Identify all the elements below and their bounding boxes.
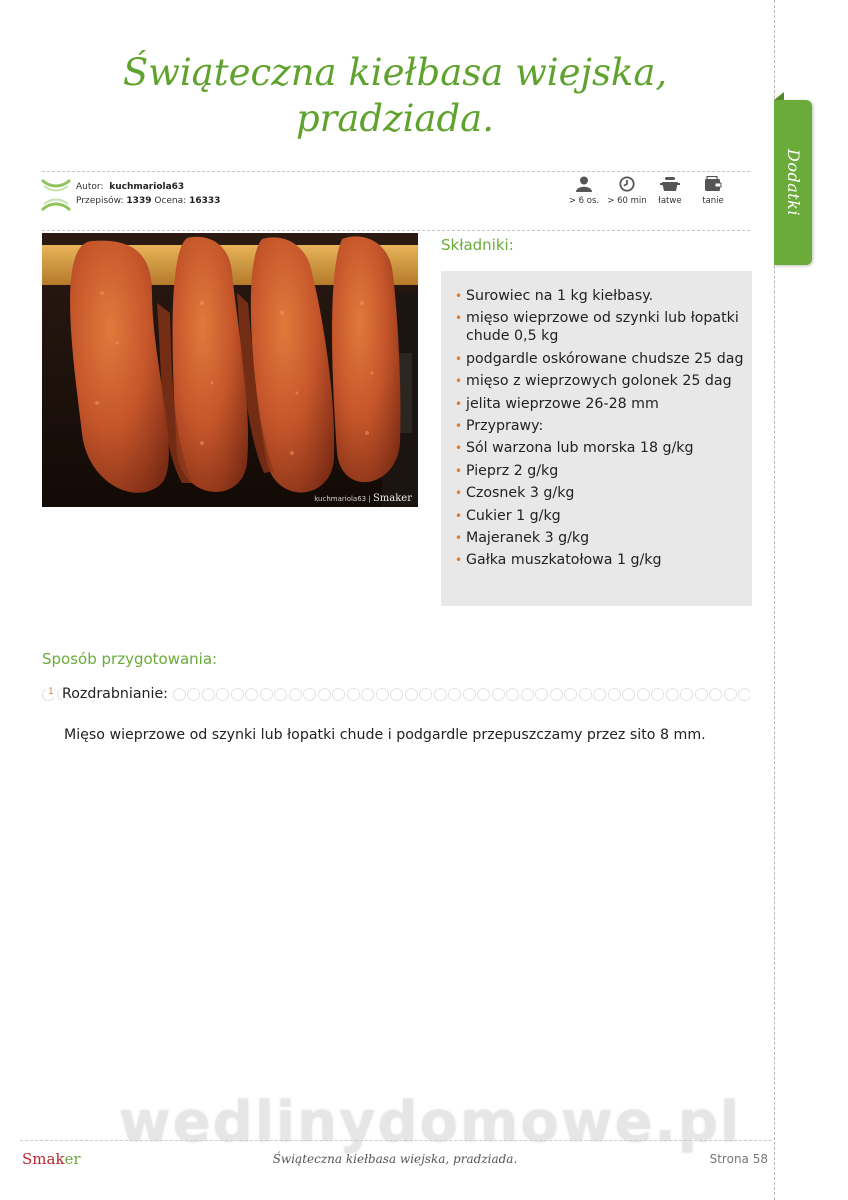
recipe-photo [42, 233, 418, 507]
ingredient-item: • Cukier 1 g/kg [455, 507, 748, 525]
ingredient-item: • Gałka muszkatołowa 1 g/kg [455, 551, 748, 569]
divider-circle [245, 688, 258, 701]
divider-circle [709, 688, 722, 701]
divider-circle [550, 688, 563, 701]
divider-circle [216, 688, 229, 701]
divider-circle [332, 688, 345, 701]
step-number: 1 [48, 687, 54, 697]
ingredient-item: • Sól warzona lub morska 18 g/kg [455, 439, 748, 457]
rating-label: Ocena: [154, 196, 187, 206]
ingredient-item: • Przyprawy: [455, 417, 748, 435]
meta-servings-label: > 6 os. [568, 196, 600, 206]
divider-circle [419, 688, 432, 701]
ingredients-list [441, 271, 752, 569]
author-logo-icon [40, 178, 72, 212]
ingredient-item: • Czosnek 3 g/kg [455, 484, 748, 502]
divider-circle [622, 688, 635, 701]
divider-circle [579, 688, 592, 701]
wallet-icon [704, 176, 722, 192]
divider-circle [187, 688, 200, 701]
divider-circle [666, 688, 679, 701]
recipe-title [40, 50, 750, 142]
divider-circle [593, 688, 606, 701]
meta-difficulty [648, 176, 692, 206]
divider-circle [347, 688, 360, 701]
ingredient-item: • podgardle oskórowane chudsze 25 dag [455, 350, 748, 368]
divider-circle [405, 688, 418, 701]
pot-icon [660, 176, 680, 192]
ingredient-item: • Pieprz 2 g/kg [455, 462, 748, 480]
footer-logo-main: Smak [22, 1150, 65, 1168]
divider-circle [477, 688, 490, 701]
divider-circle [608, 688, 621, 701]
ingredient-item: • mięso wieprzowe od szynki lub łopatki chude 0,5 kg [455, 309, 748, 345]
divider-circle [361, 688, 374, 701]
meta-time-label: > 60 min [607, 196, 647, 206]
divider-circle [637, 688, 650, 701]
divider-circle [535, 688, 548, 701]
header-divider-bottom [42, 230, 750, 231]
divider-circle [695, 688, 708, 701]
divider-circle [303, 688, 316, 701]
clock-icon [618, 176, 636, 192]
photo-credit: kuchmariola63 | Smaker [314, 493, 412, 504]
recipes-count: 1339 [126, 196, 152, 206]
recipe-title-line2: pradziada. [295, 97, 494, 140]
recipes-label: Przepisów: [76, 196, 124, 206]
divider-circle [390, 688, 403, 701]
author-label: Autor: [76, 182, 104, 192]
section-tab-dodatki[interactable] [774, 100, 812, 265]
footer-recipe-title: Świąteczna kiełbasa wiejska, pradziada. [272, 1152, 518, 1166]
step-label: Rozdrabnianie: [62, 686, 172, 702]
divider-circle [564, 688, 577, 701]
ingredients-box [441, 271, 752, 606]
ingredient-item: • jelita wieprzowe 26-28 mm [455, 395, 748, 413]
divider-circle [202, 688, 215, 701]
author-info [76, 180, 220, 208]
divider-circle [651, 688, 664, 701]
divider-circle [738, 688, 750, 701]
meta-time [605, 176, 649, 206]
divider-circle [521, 688, 534, 701]
ingredient-item: • Surowiec na 1 kg kiełbasy. [455, 287, 748, 305]
divider-circle [289, 688, 302, 701]
recipe-title-line1: Świąteczna kiełbasa wiejska, [122, 51, 668, 94]
divider-circle [724, 688, 737, 701]
divider-circle [492, 688, 505, 701]
meta-difficulty-label: łatwe [658, 196, 682, 206]
person-icon [575, 176, 593, 192]
divider-circle [434, 688, 447, 701]
footer-logo-accent: er [64, 1150, 81, 1168]
footer-logo [22, 1150, 81, 1168]
header-divider-top [42, 171, 750, 172]
divider-circle [506, 688, 519, 701]
meta-cost [691, 176, 735, 206]
step-header [42, 686, 750, 706]
divider-circle [274, 688, 287, 701]
divider-circle [260, 688, 273, 701]
divider-circle [173, 688, 186, 701]
photo-credit-brand: Smaker [372, 493, 412, 504]
ingredient-item: • mięso z wieprzowych golonek 25 dag [455, 372, 748, 390]
watermark: wedlinydomowe.pl [118, 1090, 742, 1155]
ingredients-heading: Składniki: [441, 236, 514, 254]
author-name[interactable]: kuchmariola63 [109, 182, 185, 192]
preparation-heading: Sposób przygotowania: [42, 650, 218, 668]
divider-circle [376, 688, 389, 701]
divider-circle [231, 688, 244, 701]
footer-divider [20, 1140, 772, 1141]
photo-credit-user: kuchmariola63 [314, 495, 367, 503]
divider-circle [318, 688, 331, 701]
step-text: Mięso wieprzowe od szynki lub łopatki chude i podgardle przepuszczamy przez sito 8 mm. [64, 727, 706, 743]
divider-circle [463, 688, 476, 701]
meta-servings [562, 176, 606, 206]
section-tab-label: Dodatki [784, 149, 803, 216]
ingredient-item: • Majeranek 3 g/kg [455, 529, 748, 547]
divider-circle [448, 688, 461, 701]
meta-cost-label: tanie [702, 196, 724, 206]
divider-circle [680, 688, 693, 701]
sausage-photo-image [42, 233, 418, 507]
rating-value: 16333 [189, 196, 221, 206]
footer-page-number: Strona 58 [709, 1152, 768, 1166]
